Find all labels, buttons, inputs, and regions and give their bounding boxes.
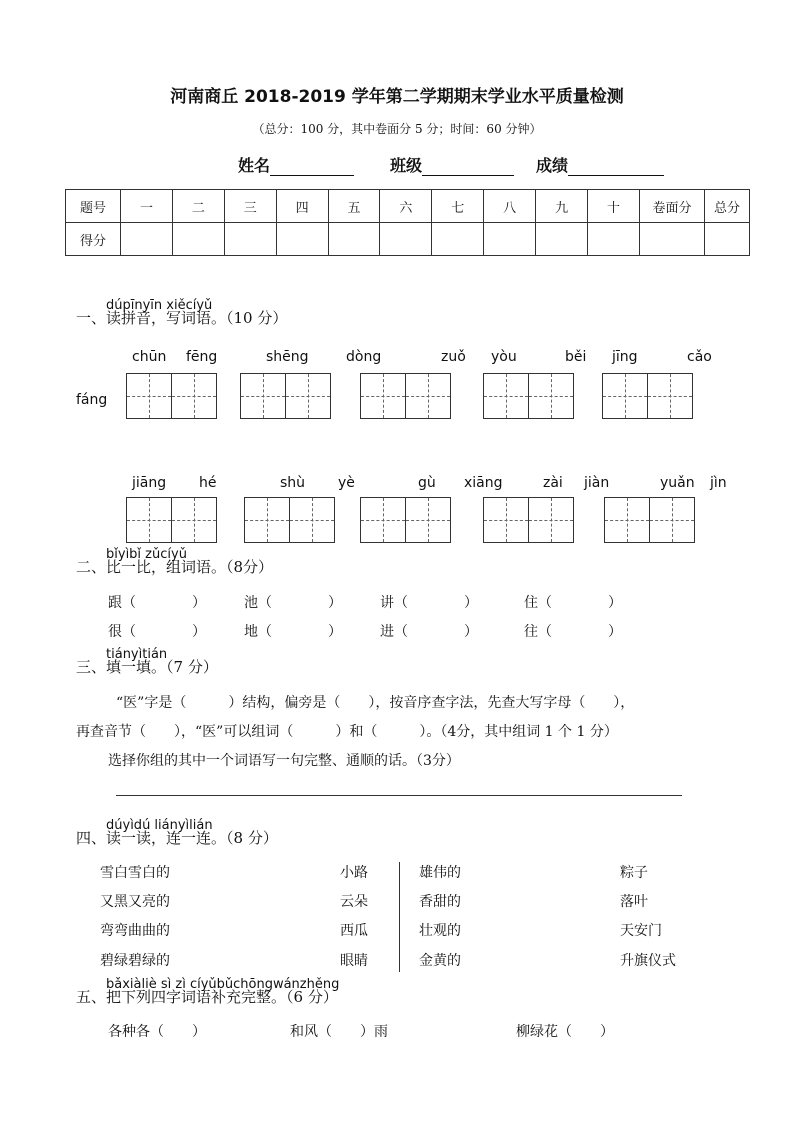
match-item[interactable]: 眼睛 xyxy=(340,953,368,969)
pinyin-label: shù xyxy=(280,475,306,491)
pinyin-label: jīng xyxy=(612,349,638,365)
score-cell[interactable] xyxy=(640,223,705,256)
fill-item[interactable]: 各种各（ ） xyxy=(108,1024,206,1040)
section-2-heading: 二、 bǐyìbǐ zǔcíyǔ 比一比，组词语。（8分） xyxy=(76,547,274,576)
exam-subtitle: （总分：100 分，其中卷面分 5 分；时间：60 分钟） xyxy=(252,122,542,136)
pinyin-label: zài xyxy=(543,475,563,491)
match-item[interactable]: 金黄的 xyxy=(419,953,461,969)
pinyin-label: yè xyxy=(338,475,355,491)
fill-item[interactable]: 柳绿花（ ） xyxy=(516,1024,614,1040)
writing-grid[interactable] xyxy=(483,373,573,419)
section-1-heading: 一、 dúpīnyīn xiěcíyǔ 读拼音，写词语。（10 分） xyxy=(76,298,288,327)
score-cell[interactable] xyxy=(224,223,276,256)
score-cell[interactable] xyxy=(121,223,173,256)
table-cell: 八 xyxy=(484,190,536,223)
writing-grid[interactable] xyxy=(126,497,216,543)
section-3-heading: 三、 tiányìtián 填一填。（7 分） xyxy=(76,647,218,676)
table-cell: 七 xyxy=(432,190,484,223)
writing-grid[interactable] xyxy=(126,373,216,419)
pinyin-label: yòu xyxy=(491,349,517,365)
class-label: 班级 xyxy=(390,156,423,175)
score-cell[interactable] xyxy=(328,223,380,256)
writing-grid[interactable] xyxy=(244,497,334,543)
table-cell: 十 xyxy=(588,190,640,223)
writing-grid[interactable] xyxy=(483,497,573,543)
writing-grid[interactable] xyxy=(602,373,692,419)
question-text: “医”字是（ ）结构，偏旁是（ ），按音序查字法，先查大写字母（ ）， xyxy=(116,695,635,711)
section-pinyin: bǎxiàliè sì zì cíyǔbǔchōngwánzhěng xyxy=(106,977,340,992)
table-cell: 五 xyxy=(328,190,380,223)
word-item[interactable]: 讲（ ） xyxy=(380,595,478,611)
table-cell: 四 xyxy=(276,190,328,223)
score-table-score-row xyxy=(66,223,750,256)
table-cell: 一 xyxy=(121,190,173,223)
table-cell: 总分 xyxy=(705,190,750,223)
grade-field[interactable] xyxy=(536,153,664,176)
question-text: 选择你组的其中一个词语写一句完整、通顺的话。（3分） xyxy=(108,753,460,769)
table-cell: 二 xyxy=(172,190,224,223)
grade-label: 成绩 xyxy=(536,156,569,175)
match-item[interactable]: 西瓜 xyxy=(340,923,368,939)
score-cell[interactable] xyxy=(172,223,224,256)
pinyin-label: hé xyxy=(199,475,217,491)
match-item[interactable]: 天安门 xyxy=(620,923,662,939)
writing-grid[interactable] xyxy=(240,373,330,419)
question-text: 再查音节（ ），“医”可以组词（ ）和（ ）。（4分，其中组词 1 个 1 分） xyxy=(76,724,618,740)
name-field[interactable] xyxy=(238,153,354,176)
match-item[interactable]: 落叶 xyxy=(620,894,648,910)
table-cell: 三 xyxy=(224,190,276,223)
page-title: 河南商丘 2018-2019 学年第二学期期末学业水平质量检测 xyxy=(170,87,624,107)
table-cell: 九 xyxy=(536,190,588,223)
word-item[interactable]: 池（ ） xyxy=(244,595,342,611)
word-item[interactable]: 地（ ） xyxy=(244,624,342,640)
match-item[interactable]: 弯弯曲曲的 xyxy=(100,923,170,939)
section-title: 读一读，连一连。（8 分） xyxy=(106,829,278,847)
section-4-heading: 四、 dúyìdú liányìlián 读一读，连一连。（8 分） xyxy=(76,818,278,847)
section-title: 比一比，组词语。（8分） xyxy=(106,558,274,576)
writing-grid[interactable] xyxy=(360,497,450,543)
answer-line[interactable] xyxy=(116,795,682,796)
match-item[interactable]: 雄伟的 xyxy=(419,865,461,881)
pinyin-label: fēng xyxy=(186,349,218,365)
pinyin-label: jiàn xyxy=(584,475,610,491)
pinyin-label: gù xyxy=(418,475,436,491)
pinyin-label: shēng xyxy=(266,349,309,365)
word-item[interactable]: 住（ ） xyxy=(524,595,622,611)
pinyin-label: jìn xyxy=(710,475,727,491)
table-cell: 六 xyxy=(380,190,432,223)
name-label: 姓名 xyxy=(238,156,271,175)
word-item[interactable]: 跟（ ） xyxy=(108,595,206,611)
word-item[interactable]: 很（ ） xyxy=(108,624,206,640)
pinyin-label: yuǎn xyxy=(660,475,695,491)
section-5-heading: 五、 bǎxiàliè sì zì cíyǔbǔchōngwánzhěng 把下列四字词语补充完整。（6 分） xyxy=(76,977,340,1006)
score-cell[interactable] xyxy=(276,223,328,256)
score-table-header-row xyxy=(66,190,750,223)
section-title: 把下列四字词语补充完整。（6 分） xyxy=(106,988,338,1006)
table-cell: 题号 xyxy=(66,190,121,223)
section-pinyin: bǐyìbǐ zǔcíyǔ xyxy=(106,547,187,562)
section-title: 填一填。（7 分） xyxy=(106,658,218,676)
score-cell[interactable] xyxy=(432,223,484,256)
pinyin-label: cǎo xyxy=(687,349,712,365)
match-item[interactable]: 香甜的 xyxy=(419,894,461,910)
score-cell[interactable] xyxy=(705,223,750,256)
match-item[interactable]: 雪白雪白的 xyxy=(100,865,170,881)
score-cell[interactable] xyxy=(484,223,536,256)
fill-item[interactable]: 和风（ ）雨 xyxy=(290,1024,388,1040)
match-item[interactable]: 壮观的 xyxy=(419,923,461,939)
pinyin-label: jiāng xyxy=(132,475,167,491)
section-title: 读拼音，写词语。（10 分） xyxy=(106,309,288,327)
match-item[interactable]: 又黑又亮的 xyxy=(100,894,170,910)
match-item[interactable]: 小路 xyxy=(340,865,368,881)
pinyin-label: chūn xyxy=(132,349,167,365)
score-cell[interactable] xyxy=(380,223,432,256)
pinyin-label: zuǒ xyxy=(441,349,466,365)
word-item[interactable]: 进（ ） xyxy=(380,624,478,640)
match-item[interactable]: 升旗仪式 xyxy=(620,953,676,969)
match-item[interactable]: 碧绿碧绿的 xyxy=(100,953,170,969)
word-item[interactable]: 往（ ） xyxy=(524,624,622,640)
score-cell[interactable] xyxy=(536,223,588,256)
class-field[interactable] xyxy=(390,153,514,176)
section-pinyin: tiányìtián xyxy=(106,647,168,662)
section-pinyin: dúpīnyīn xiěcíyǔ xyxy=(106,298,213,313)
match-item[interactable]: 粽子 xyxy=(620,865,648,881)
section-pinyin: dúyìdú liányìlián xyxy=(106,818,213,833)
score-cell[interactable] xyxy=(588,223,640,256)
divider xyxy=(399,862,400,972)
table-cell: 卷面分 xyxy=(640,190,705,223)
writing-grid[interactable] xyxy=(604,497,694,543)
pinyin-label: dòng xyxy=(346,349,382,365)
match-item[interactable]: 云朵 xyxy=(340,894,368,910)
pinyin-label: fáng xyxy=(76,392,108,408)
pinyin-label: xiāng xyxy=(464,475,503,491)
pinyin-label: běi xyxy=(565,349,587,365)
table-cell: 得分 xyxy=(66,223,121,256)
writing-grid[interactable] xyxy=(360,373,450,419)
score-table xyxy=(65,189,750,256)
